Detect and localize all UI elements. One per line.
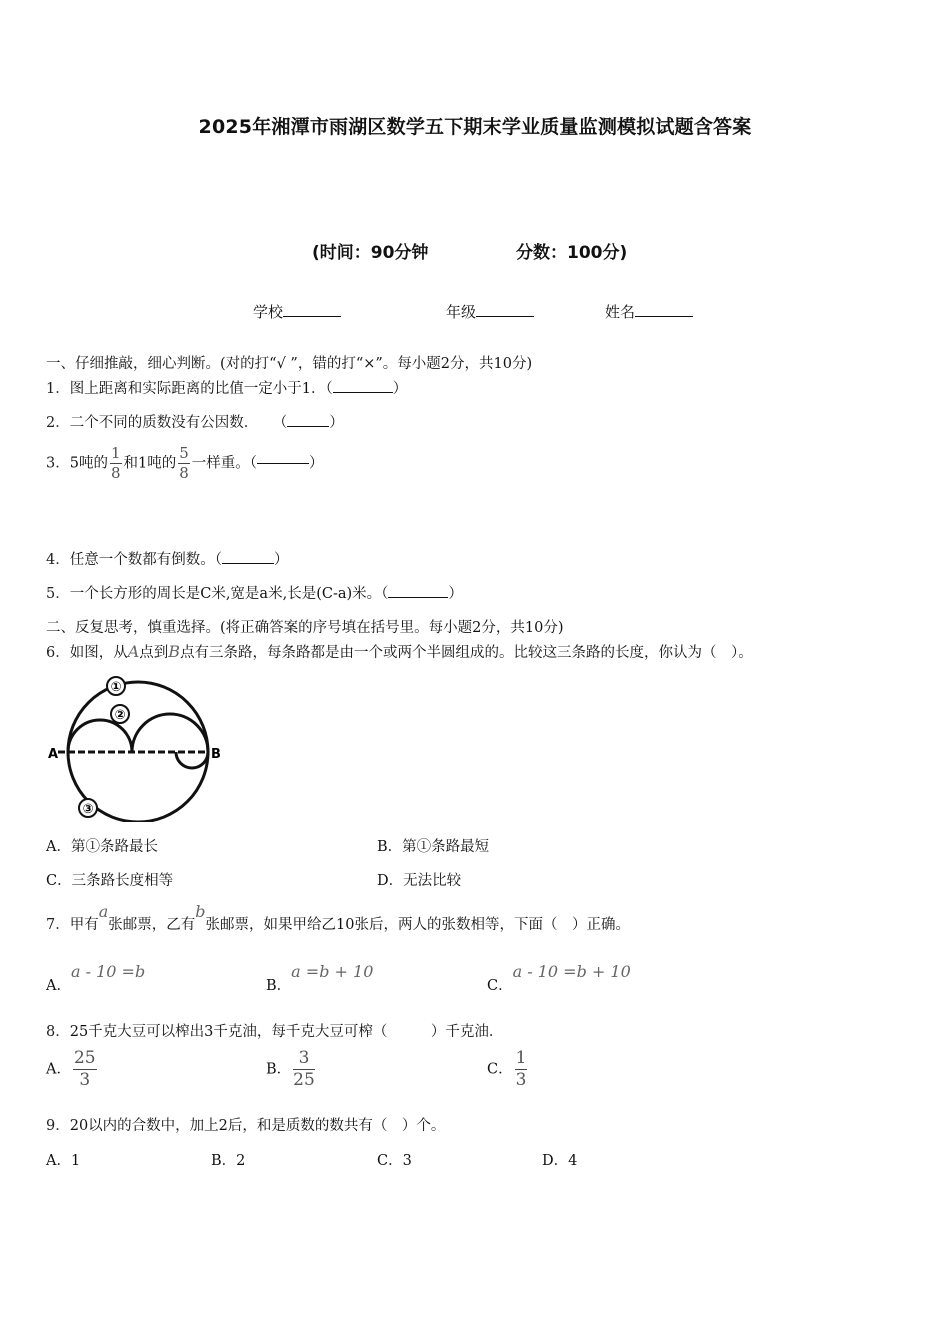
- answer-blank: [257, 463, 309, 464]
- school-blank: [283, 316, 341, 317]
- score-label: 分数：100分): [516, 243, 628, 263]
- answer-blank: [388, 597, 448, 598]
- question-2: 2．二个不同的质数没有公因数． （ ）: [46, 415, 344, 431]
- q8-option-a[interactable]: A． $\frac{25}{3}$: [46, 1048, 96, 1090]
- name-label: 姓名: [605, 303, 636, 321]
- q9-option-d[interactable]: D．4: [542, 1153, 578, 1169]
- grade-field: [446, 301, 534, 322]
- label-1: ①: [110, 680, 122, 695]
- label-2: ②: [114, 708, 126, 723]
- school-field: [253, 301, 341, 322]
- point-a-label: A: [48, 747, 59, 762]
- q6-option-a[interactable]: A．第①条路最长: [46, 839, 158, 855]
- question-8: 8．25千克大豆可以榨出3千克油，每千克大豆可榨（ ）千克油．: [46, 1024, 504, 1040]
- question-7: 7．甲有a张邮票，乙有b张邮票，如果甲给乙10张后，两人的张数相等，下面（ ）正确。: [46, 902, 630, 933]
- document-title: 2025年湘潭市雨湖区数学五下期末学业质量监测模拟试题含答案: [198, 116, 752, 138]
- question-3: 3．5吨的 $\frac{1}{8}$ 和1吨的 $\frac{5}{8}$ 一样重。（ ）: [46, 444, 324, 482]
- q8-option-b[interactable]: B． $\frac{3}{25}$: [266, 1048, 315, 1090]
- three-paths-figure: [46, 672, 226, 822]
- q9-option-a[interactable]: A．1: [46, 1153, 81, 1169]
- q8-option-c[interactable]: C． $\frac{1}{3}$: [487, 1048, 527, 1090]
- q6-option-c[interactable]: C．三条路长度相等: [46, 873, 174, 889]
- q6-option-b[interactable]: B．第①条路最短: [377, 839, 490, 855]
- path-2-arc-left: [68, 720, 132, 752]
- fraction-five-eighths: $\frac{5}{8}$: [179, 444, 189, 482]
- section2-heading: 二、反复思考，慎重选择。(将正确答案的序号填在括号里。每小题2分，共10分): [46, 620, 564, 636]
- grade-blank: [476, 316, 534, 317]
- time-label: (时间：90分钟: [312, 243, 429, 263]
- q9-option-c[interactable]: C．3: [377, 1153, 412, 1169]
- question-6: 6．如图，从A点到B点有三条路，每条路都是由一个或两个半圆组成的。比较这三条路的长度，你认为（ ）。: [46, 642, 753, 661]
- label-3: ③: [82, 802, 94, 817]
- answer-blank: [333, 392, 393, 393]
- path-2-arc-right: [132, 714, 208, 752]
- fraction-one-eighth: $\frac{1}{8}$: [110, 444, 121, 482]
- q6-option-d[interactable]: D．无法比较: [377, 873, 462, 889]
- fraction-1-over-3: $\frac{1}{3}$: [515, 1048, 527, 1090]
- question-1: 1．图上距离和实际距离的比值一定小于1．（ ）: [46, 381, 408, 397]
- path-3-small-arc: [176, 752, 208, 768]
- section1-heading: 一、仔细推敲，细心判断。(对的打“√ ”，错的打“×”。每小题2分，共10分): [46, 356, 533, 372]
- point-b-label: B: [211, 747, 221, 762]
- q7-option-c[interactable]: C．a - 10 =b + 10: [487, 962, 631, 994]
- fraction-3-over-25: $\frac{3}{25}$: [293, 1048, 315, 1090]
- name-blank: [635, 316, 693, 317]
- question-4: 4．任意一个数都有倒数。（ ）: [46, 552, 289, 568]
- q7-option-a[interactable]: A．a - 10 =b: [46, 962, 146, 994]
- q9-option-b[interactable]: B．2: [211, 1153, 246, 1169]
- grade-label: 年级: [446, 303, 477, 321]
- fraction-25-over-3: $\frac{25}{3}$: [73, 1048, 96, 1090]
- school-label: 学校: [253, 303, 284, 321]
- answer-blank: [287, 426, 329, 427]
- name-field: [605, 301, 693, 322]
- question-9: 9．20以内的合数中，加上2后，和是质数的数共有（ ）个。: [46, 1118, 446, 1134]
- q7-option-b[interactable]: B．a =b + 10: [266, 962, 374, 994]
- answer-blank: [222, 563, 274, 564]
- question-5: 5．一个长方形的周长是C米,宽是a米,长是(C-a)米。（ ）: [46, 586, 463, 602]
